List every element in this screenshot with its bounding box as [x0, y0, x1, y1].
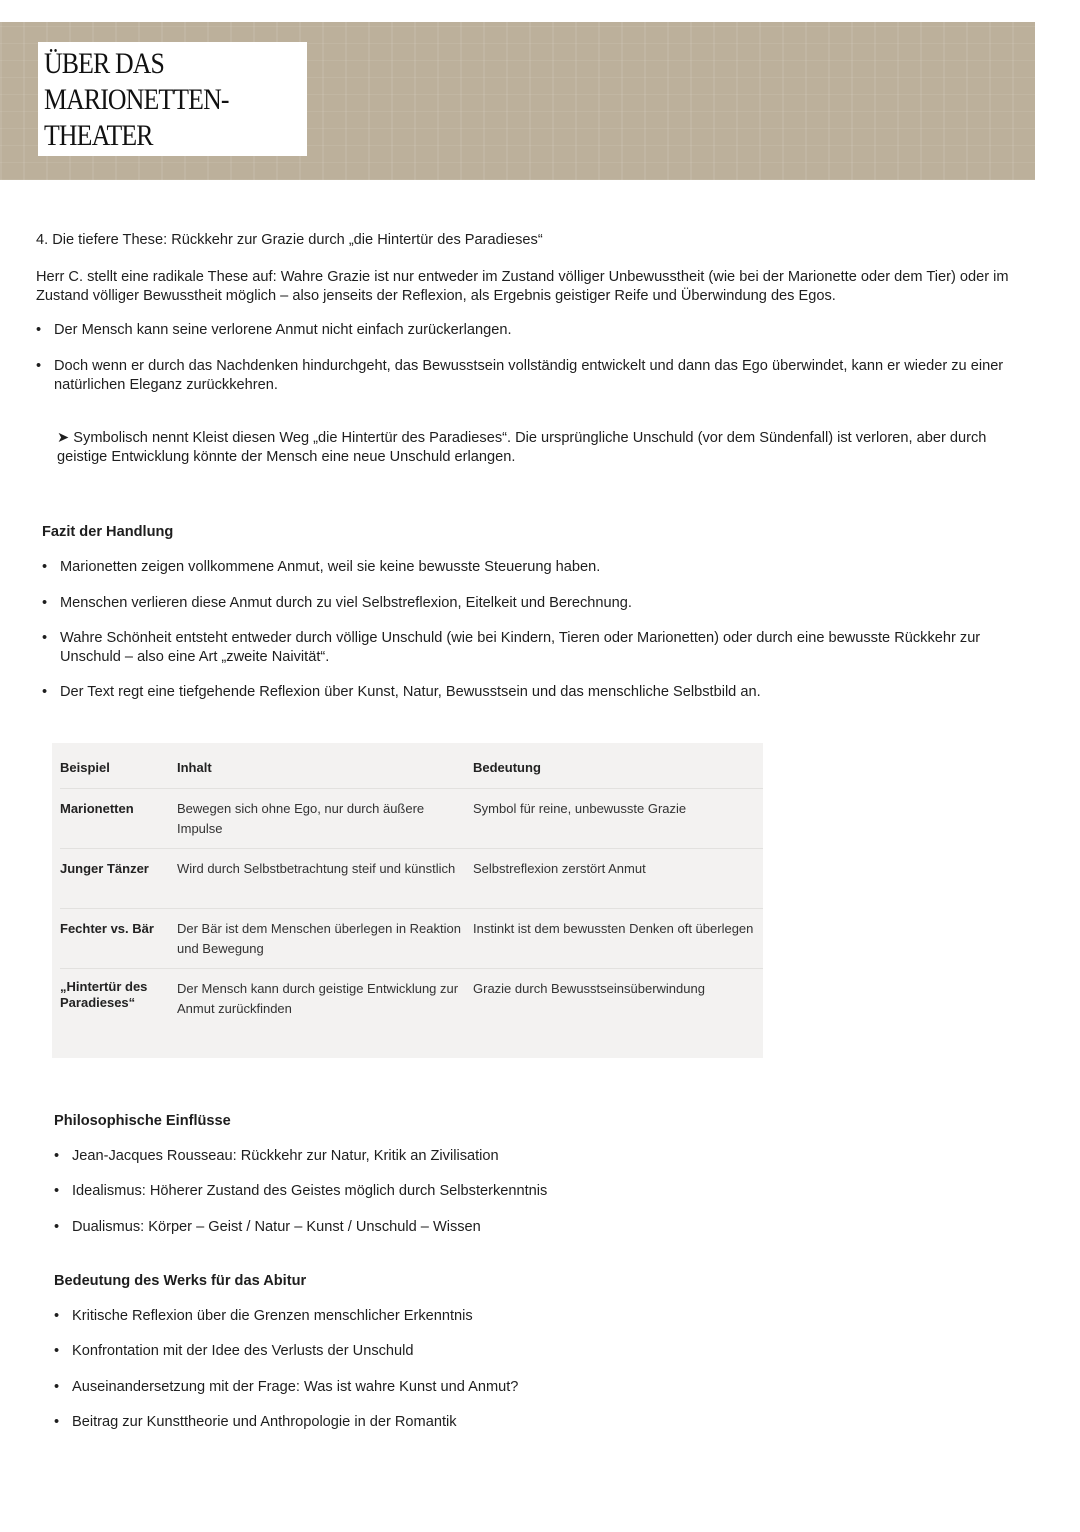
paragraph: Herr C. stellt eine radikale These auf: Wahre Grazie ist nur entweder im Zustand völliger Unbewusstheit (wie bei der Marionette oder dem Tier) oder im Zustand völliger Bewusstheit möglich – also jenseits der Reflexion, als Ergebnis geistiger Reife und Überwindung des Egos. — [36, 269, 1009, 304]
table-header-row: Beispiel Inhalt Bedeutung — [60, 758, 763, 789]
section-heading: Fazit der Handlung — [42, 524, 174, 540]
examples-table — [52, 743, 763, 1058]
title-box — [38, 42, 307, 156]
section-heading: 4. Die tiefere These: Rückkehr zur Grazie durch „die Hintertür des Paradieses“ — [36, 232, 543, 248]
header-banner — [0, 22, 1035, 180]
table-row: Junger Tänzer Wird durch Selbstbetrachtung steif und künstlich Selbstreflexion zerstört Anmut — [60, 859, 763, 909]
section-heading: Bedeutung des Werks für das Abitur — [54, 1273, 307, 1289]
table-row: „Hintertür des Paradieses“ Der Mensch kann durch geistige Entwicklung zur Anmut zurückfinden Grazie durch Bewusstseinsüberwindung — [60, 979, 705, 1016]
section-heading: Philosophische Einflüsse — [54, 1113, 231, 1129]
arrow-note: ➤ Symbolisch nennt Kleist diesen Weg „die Hintertür des Paradieses“. Die ursprüngliche Unschuld (vor dem Sündenfall) ist verloren, aber durch geistige Entwicklung könnte der Mensch eine neue Unschuld erlangen. — [57, 430, 987, 465]
table-row: Marionetten Bewegen sich ohne Ego, nur durch äußere Impulse Symbol für reine, unbewusste Grazie — [60, 799, 763, 849]
page-title: ÜBER DAS MARIONETTEN- THEATER — [44, 47, 229, 152]
table-row: Fechter vs. Bär Der Bär ist dem Menschen überlegen in Reaktion und Bewegung Instinkt ist dem bewussten Denken oft überlegen — [60, 919, 763, 969]
